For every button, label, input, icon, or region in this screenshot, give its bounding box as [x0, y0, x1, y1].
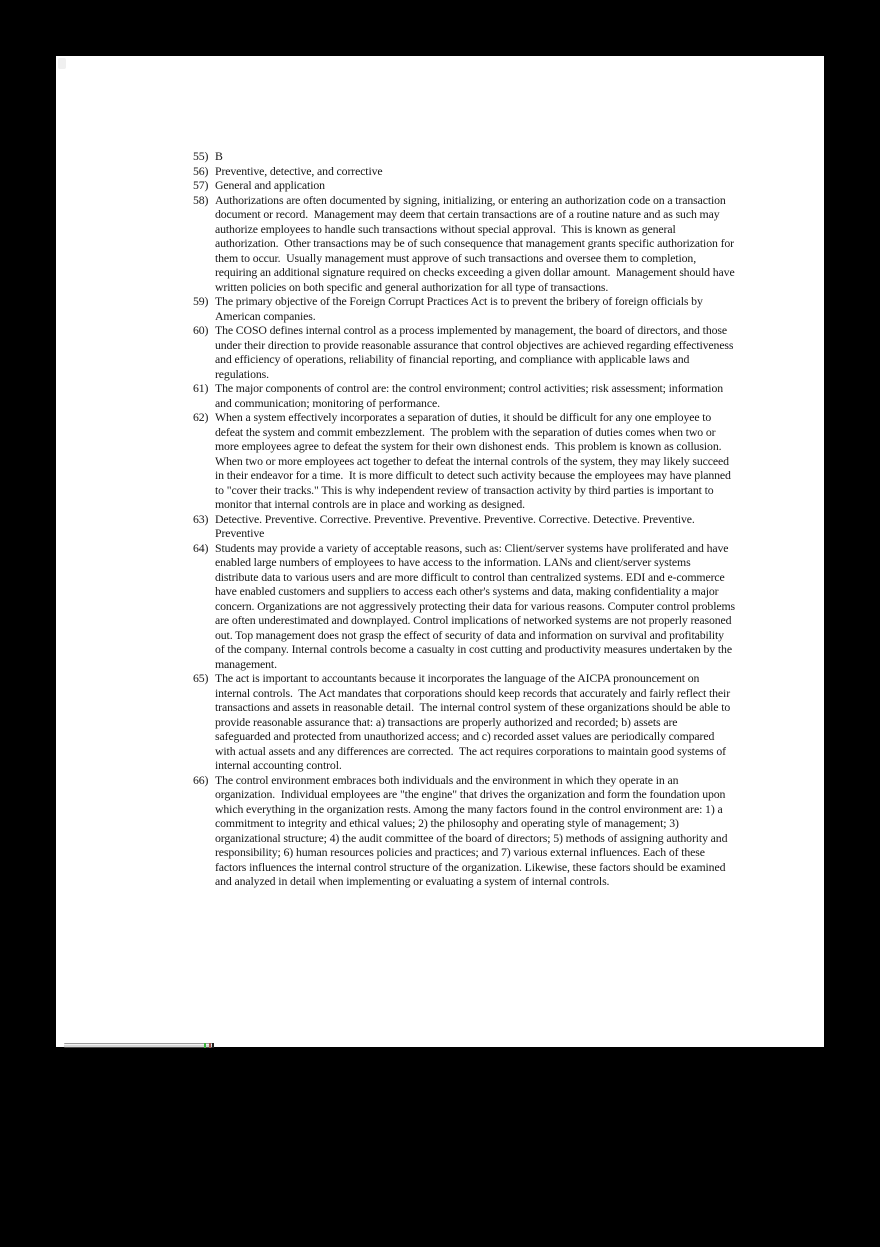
answer-list [193, 149, 738, 889]
answer-item [193, 540, 738, 672]
partial-window-sliver[interactable] [64, 1043, 214, 1048]
answer-item [193, 149, 735, 164]
red-tick-mark [209, 1043, 211, 1048]
document-page [56, 56, 824, 1047]
answer-number: 60) [193, 323, 209, 337]
answer-number: 66) [193, 772, 209, 787]
answer-item [193, 773, 735, 889]
answer-item [193, 381, 735, 410]
green-tick-mark [204, 1043, 206, 1048]
page-corner-artifact [58, 58, 66, 69]
answer-text: Authorizations are often documented by signing, initializing, or entering an authorization code on a transaction document or record. Management may deem that certain transactions are of a routine nature and as such may authorize employees to handle such transactions without special approval. This is known as general authorization. Other transactions may be of such consequence that management grants specific authorization for them to occur. Usually management must approve of such transactions and oversee them to completion, requiring an additional signature required on checks exceeding a given dollar amount. Management should have written policies on both specific and general authorization for all type of transactions. [215, 192, 738, 294]
answer-number: 59) [193, 294, 209, 308]
answer-number: 57) [193, 178, 209, 192]
answer-number: 56) [193, 163, 209, 178]
answer-text: The COSO defines internal control as a process implemented by management, the board of directors, and those under their direction to provide reasonable assurance that control objectives are achieved regarding effectiveness and efficiency of operations, reliability of financial reporting, and compliance with applicable laws and regulations. [215, 323, 737, 381]
answer-number: 61) [193, 381, 209, 395]
answer-number: 55) [193, 149, 209, 163]
answer-text: Detective. Preventive. Corrective. Preventive. Preventive. Preventive. Corrective. Detective. Preventive. Preventive [215, 511, 698, 540]
answer-text: When a system effectively incorporates a separation of duties, it should be difficult for any one employee to defeat the system and commit embezzlement. The problem with the separation of duties comes when two or more employees agree to defeat the system for their own dishonest ends. This problem is known as collusion. When two or more employees act together to defeat the internal controls of the system, they may likely succeed in their endeavor for a time. It is more difficult to detect such activity because the employees may have planned to "cover their tracks." This is why independent review of transaction activity by third parties is important to monitor that internal controls are in place and working as designed. [215, 410, 734, 511]
answer-number: 63) [193, 511, 209, 526]
answer-item [193, 164, 735, 179]
answer-text: Preventive, detective, and corrective [215, 163, 383, 178]
sliver-end-cap [212, 1043, 214, 1048]
answer-number: 64) [193, 540, 209, 555]
answer-text: The act is important to accountants because it incorporates the language of the AICPA pronouncement on internal controls. The Act mandates that corporations should keep records that accurately and fairly reflect their transactions and assets in reasonable detail. The internal control system of these organizations should be able to provide reasonable assurance that: a) transactions are properly authorized and recorded; b) assets are safeguarded and protected from unauthorized access; and c) recorded asset values are periodically compared with actual assets and any differences are corrected. The act requires corporations to maintain good systems of internal accounting control. [215, 671, 734, 772]
answer-item [193, 512, 735, 541]
answer-text: The primary objective of the Foreign Corrupt Practices Act is to prevent the bribery of foreign officials by American companies. [215, 294, 705, 323]
answer-number: 58) [193, 192, 209, 207]
answer-number: 62) [193, 410, 209, 424]
answer-item [193, 410, 735, 512]
answer-text: The control environment embraces both individuals and the environment in which they operate in an organization. Individual employees are "the engine" that drives the organization and form the foundation upon which everything in the organization rests. Among the many factors found in the control environment are: 1) a commitment to integrity and ethical values; 2) the philosophy and operating style of management; 3) organizational structure; 4) the audit committee of the board of directors; 5) methods of assigning authority and responsibility; 6) human resources policies and practices; and 7) various external influences. Each of these factors influences the internal control structure of the organization. Likewise, these factors should be examined and analyzed in detail when implementing or evaluating a system of internal controls. [215, 772, 731, 888]
answer-number: 65) [193, 671, 209, 685]
answer-text: Students may provide a variety of acceptable reasons, such as: Client/server systems have proliferated and have enabled large numbers of employees to have access to the information. LANs and client/server systems distribute data to various users and are more difficult to control than centralized systems. EDI and e-commerce have enabled customers and suppliers to access each other's systems and data, making confidentiality a major concern. Organizations are not aggressively protecting their data for various reasons. Computer control problems are often underestimated and downplayed. Control implications of networked systems are not properly reasoned out. Top management does not grasp the effect of security of data and information on survival and profitability of the company. Internal controls become a casualty in cost cutting and productivity measures undertaken by the management. [215, 540, 738, 671]
answer-text: The major components of control are: the control environment; control activities; risk assessment; information and communication; monitoring of performance. [215, 381, 726, 410]
answer-item [193, 178, 735, 193]
answer-item [193, 323, 735, 381]
answer-text: B [215, 149, 223, 163]
answer-text: General and application [215, 178, 325, 192]
answer-item [193, 192, 738, 295]
answer-item [193, 294, 735, 323]
answer-item [193, 671, 735, 773]
